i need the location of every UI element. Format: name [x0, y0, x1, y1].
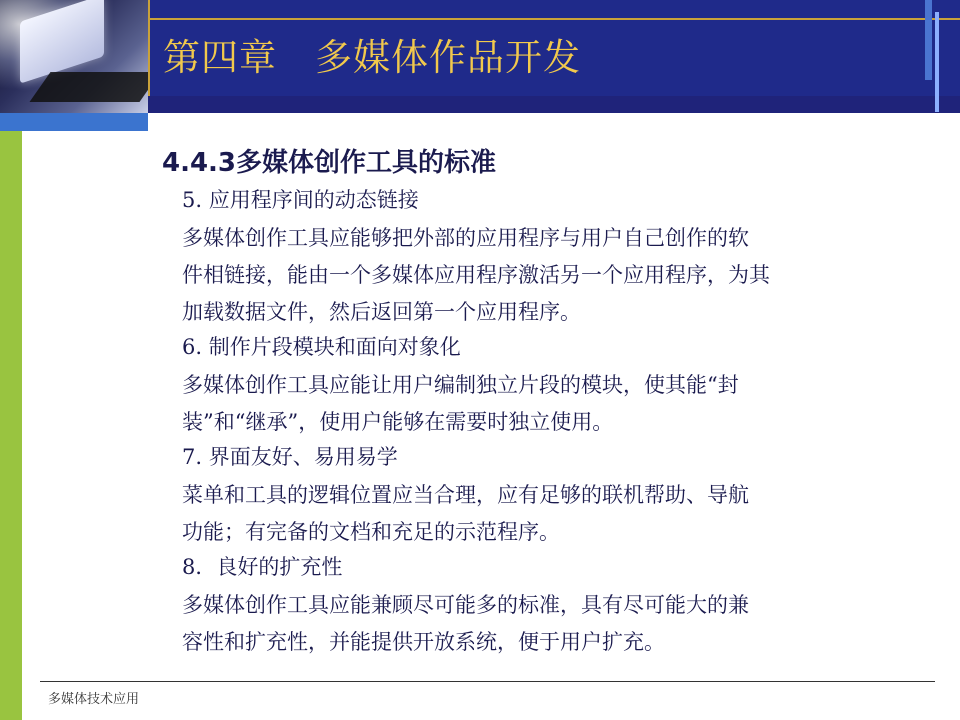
header-accent-bar [925, 0, 932, 80]
paragraph-line: 装”和“继承”，使用户能够在需要时独立使用。 [182, 410, 614, 434]
item-title: 8．良好的扩充性 [182, 555, 343, 579]
paragraph-line: 菜单和工具的逻辑位置应当合理，应有足够的联机帮助、导航 [182, 483, 749, 507]
item-title: 5. 应用程序间的动态链接 [182, 188, 419, 212]
paragraph-line: 多媒体创作工具应能兼顾尽可能多的标准，具有尽可能大的兼 [182, 593, 749, 617]
blue-accent-strip [0, 113, 148, 131]
item-title: 6. 制作片段模块和面向对象化 [182, 335, 461, 359]
section-heading: 4.4.3多媒体创作工具的标准 [162, 148, 497, 178]
header-accent-bar-thin [935, 12, 939, 112]
footer-text: 多媒体技术应用 [48, 692, 140, 707]
paragraph-line: 容性和扩充性，并能提供开放系统，便于用户扩充。 [182, 630, 665, 654]
paragraph-line: 多媒体创作工具应能让用户编制独立片段的模块，使其能“封 [182, 373, 739, 397]
paragraph-line: 加载数据文件，然后返回第一个应用程序。 [182, 300, 581, 324]
header-divider [148, 18, 960, 20]
item-paragraph [182, 367, 862, 441]
paragraph-line: 功能；有完备的文档和充足的示范程序。 [182, 520, 560, 544]
item-paragraph [182, 220, 862, 331]
header-vertical-divider [148, 0, 150, 96]
item-paragraph [182, 587, 862, 661]
item-paragraph [182, 477, 862, 551]
item-title: 7. 界面友好、易用易学 [182, 445, 398, 469]
slide-body [182, 184, 862, 661]
slide-title: 第四章 多媒体作品开发 [163, 36, 581, 79]
paragraph-line: 多媒体创作工具应能够把外部的应用程序与用户自己创作的软 [182, 226, 749, 250]
computer-image [0, 0, 148, 113]
green-side-bar [0, 131, 22, 720]
footer-divider [40, 681, 935, 682]
paragraph-line: 件相链接，能由一个多媒体应用程序激活另一个应用程序，为其 [182, 263, 770, 287]
